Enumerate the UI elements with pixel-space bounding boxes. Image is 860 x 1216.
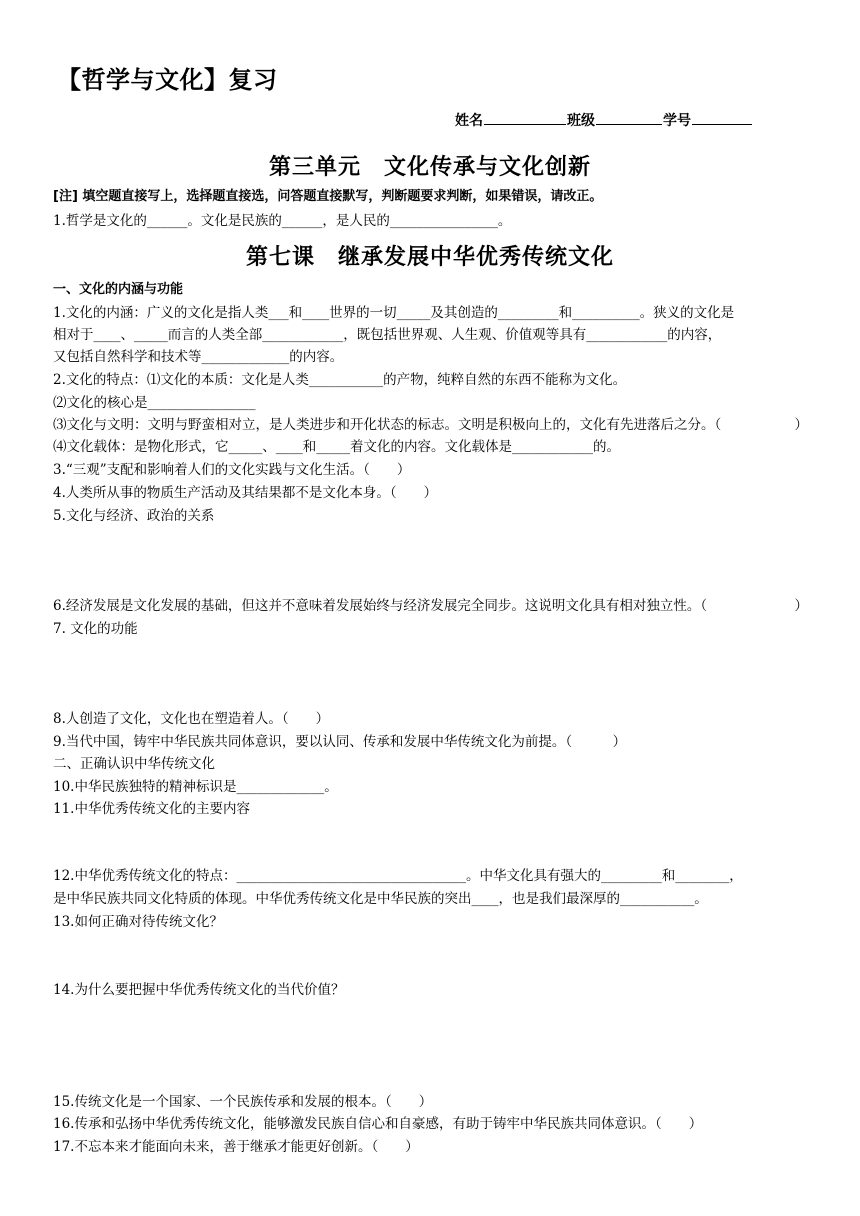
item-6-end: ） [794, 598, 808, 614]
item-6-text: 6.经济发展是文化发展的基础，但这并不意味着发展始终与经济发展完全同步。这说明文化具有相对独立性。（ [53, 598, 708, 614]
item-5: 5.文化与经济、政治的关系 [53, 508, 215, 524]
item-8: 8.人创造了文化，文化也在塑造着人。（ ） [53, 711, 330, 727]
id-label: 学号 [663, 113, 691, 129]
unit-title: 第三单元 文化传承与文化创新 [268, 155, 591, 180]
item-1-line-c: 又包括自然科学和技术等_____________的内容。 [53, 349, 344, 365]
item-1-line-a: 1.文化的内涵：广义的文化是指人类___和____世界的一切_____及其创造的_________和__________。狭义的文化是 [53, 305, 735, 321]
class-blank[interactable] [596, 110, 662, 125]
item-11: 11.中华优秀传统文化的主要内容 [53, 801, 250, 817]
name-blank[interactable] [484, 110, 566, 125]
document-title: 【哲学与文化】复习 [57, 66, 278, 94]
item-2-line-c-text: ⑶文化与文明：文明与野蛮相对立，是人类进步和开化状态的标志。文明是积极向上的，文化有先进落后之分。（ [53, 417, 722, 433]
item-2-line-a: 2.文化的特点：⑴文化的本质：文化是人类___________的产物，纯粹自然的东西不能称为文化。 [53, 372, 627, 388]
class-label: 班级 [567, 113, 595, 129]
instruction-note: [注] 填空题直接写上，选择题直接选，问答题直接默写，判断题要求判断，如果错误，请改正。 [53, 189, 603, 204]
item-3: 3.“三观”支配和影响着人们的文化实践与文化生活。（ ） [53, 462, 411, 478]
lesson-title: 第七课 继承发展中华优秀传统文化 [245, 245, 614, 270]
item-14: 14.为什么要把握中华优秀传统文化的当代价值？ [53, 982, 345, 998]
item-7: 7. 文化的功能 [53, 621, 138, 637]
item-10: 10.中华民族独特的精神标识是_____________。 [53, 779, 338, 795]
item-17: 17.不忘本来才能面向未来，善于继承才能更好创新。（ ） [53, 1139, 419, 1155]
item-2-line-c [53, 414, 808, 436]
item-16: 16.传承和弘扬中华优秀传统文化，能够激发民族自信心和自豪感，有助于铸牢中华民族共同体意识。（ ） [53, 1116, 703, 1132]
item-15: 15.传统文化是一个国家、一个民族传承和发展的根本。（ ） [53, 1094, 433, 1110]
id-blank[interactable] [692, 110, 752, 125]
item-2-line-c-end: ） [794, 417, 808, 433]
section-heading-1: 一、文化的内涵与功能 [53, 282, 184, 297]
item-12-line-b: 是中华民族共同文化特质的体现。中华优秀传统文化是中华民族的突出____，也是我们最深厚的___________。 [53, 891, 708, 907]
item-9: 9.当代中国，铸牢中华民族共同体意识，要以认同、传承和发展中华传统文化为前提。（ ） [53, 734, 627, 750]
name-label: 姓名 [455, 113, 483, 129]
item-2-line-d: ⑷文化载体：是物化形式，它_____、____和_____着文化的内容。文化载体是____________的。 [53, 439, 620, 455]
item-4: 4.人类所从事的物质生产活动及其结果都不是文化本身。（ ） [53, 485, 438, 501]
section-heading-2: 二、正确认识中华传统文化 [53, 756, 215, 772]
item-2-line-b: ⑵文化的核心是________________ [53, 395, 256, 411]
student-info-line [455, 110, 753, 130]
question-1: 1.哲学是文化的______。文化是民族的______，是人民的________________。 [53, 213, 512, 229]
item-6 [53, 595, 808, 617]
item-13: 13.如何正确对待传统文化？ [53, 914, 223, 930]
item-12-line-a: 12.中华优秀传统文化的特点：__________________________________。中华文化具有强大的_________和________， [53, 868, 743, 884]
item-1-line-b: 相对于____、_____而言的人类全部____________，既包括世界观、人生观、价值观等具有____________的内容， [53, 327, 722, 343]
